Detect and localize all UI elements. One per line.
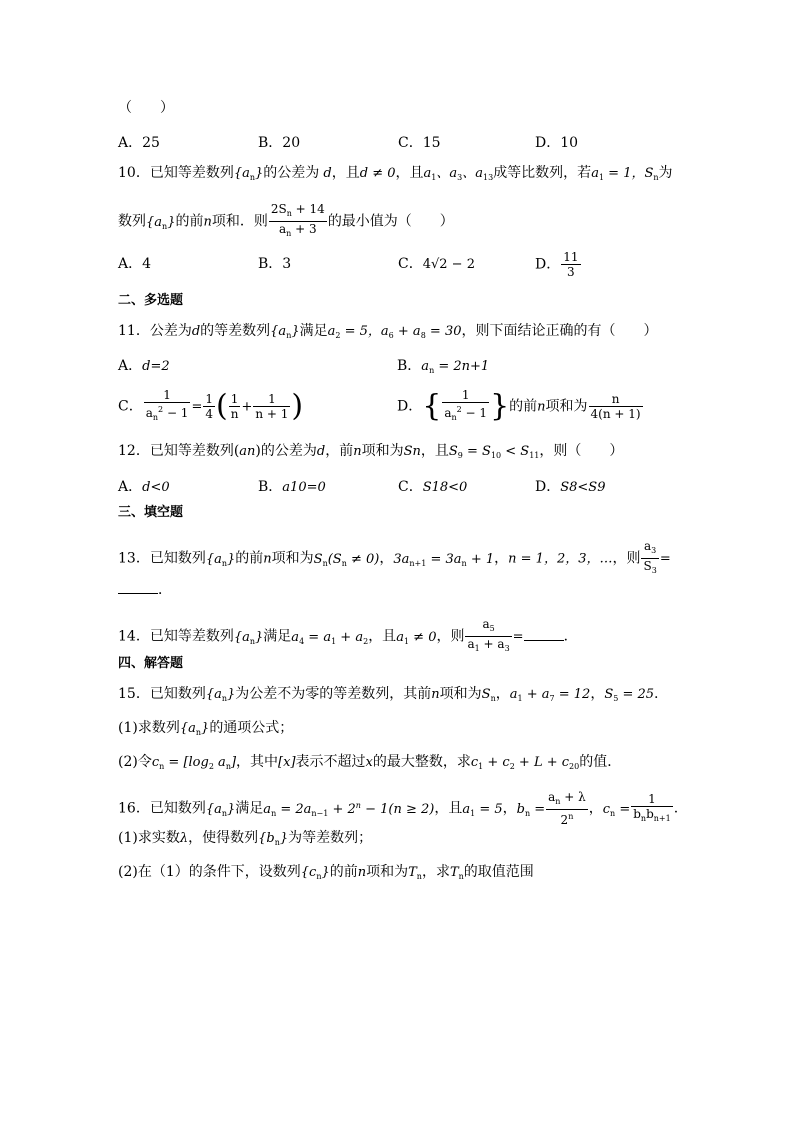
q9-option-a: A．25 (118, 135, 160, 151)
q13-stem: 13．已知数列$\{a_n\}$的前n项和为$S_n(S_n \ne 0)$，$3a_{n+1} = 3a_n + 1$，n = 1，2，3，…，则 $\frac{a_3}{S_3}$ = (118, 539, 671, 578)
q9-option-c: C．15 (398, 135, 441, 151)
q9-option-d: D．10 (535, 135, 579, 151)
q10-option-c: C．4√2 − 2 (398, 256, 475, 272)
q11-stem: 11．公差为d的等差数列$\{a_n\}$满足$a_2 = 5$，$a_6 + a_8 = 30$，则下面结论正确的有（ ） (118, 323, 658, 340)
q12-option-d: D．S8<S9 (535, 479, 606, 495)
q10-option-d: D． $\frac{11}{3}$ (535, 250, 579, 279)
q12-option-a: A．d<0 (118, 479, 170, 495)
q16-part2: (2)在（1）的条件下，设数列$\{c_n\}$的前n项和为$T_n$，求$T_n$的取值范围 (118, 864, 534, 881)
q11-option-a: A．d=2 (118, 358, 170, 374)
q9-answer-paren: （ ） (118, 100, 174, 116)
section-solutions: 四、解答题 (118, 656, 184, 671)
q15-stem: 15．已知数列$\{a_n\}$为公差不为零的等差数列，其前n项和为$S_n$，$a_1 + a_7 = 12$，$S_5 = 25$. (118, 686, 659, 703)
q9-option-b: B．20 (258, 135, 301, 151)
q14-stem: 14．已知等差数列$\{a_n\}$满足$a_4 = a_1 + a_2$，且$a_1 \ne 0$，则 $\frac{a_5}{a_1 + a_3}$ = ． (118, 617, 578, 656)
q14-answer-blank[interactable] (524, 628, 564, 641)
q11-option-b: B．$a_n = 2n+1$ (397, 358, 490, 375)
q11-option-c: C． $\frac{1}{a_n^2 - 1}$ = $\frac{1}{4}$ ( $\frac{1}{n}$ + $\frac{1}{n + 1}$ ) (118, 388, 304, 424)
q12-option-c: C．S18<0 (398, 479, 468, 495)
q11-option-d: D．{ $\frac{1}{a_n^2 - 1}$ }的前n项和为 $\frac{n}{4(n + 1)}$ (397, 388, 641, 424)
q12-stem: 12．已知等差数列(an)的公差为d，前n项和为Sn，且$S_9 = S_{10} < S_{11}$，则（ ） (118, 443, 624, 460)
section-multiple-choice: 二、多选题 (118, 293, 184, 308)
section-fill-in: 三、填空题 (118, 505, 184, 520)
q10-option-b: B．3 (258, 256, 292, 272)
q10-line2: 数列$\{a_n\}$的前n项和．则 $\frac{2S_n + 14}{a_n + 3}$ 的最小值为（ ） (118, 202, 454, 241)
q12-option-b: B．a10=0 (258, 479, 326, 495)
q16-part1: (1)求实数λ，使得数列$\{b_n\}$为等差数列； (118, 830, 373, 847)
q15-part2: (2)令$c_n = [\log_2$ $a_n$]，其中[x]表示不超过x的最大整数，求$c_1 + c_2 + L + c_{20}$的值． (118, 754, 622, 771)
q13-answer-blank[interactable]: ． (118, 580, 172, 600)
q16-stem: 16．已知数列$\{a_n\}$满足$a_n = 2a_{n-1} + 2^n - 1(n \ge 2)$，且$a_1 = 5$，$b_n$ = $\frac{a_n + \lambda}{2^n}$ ，$c_n$ = $\frac{1}{b_nb_{n+1}}$ . (118, 790, 679, 827)
q10-option-a: A．4 (118, 256, 152, 272)
q15-part1: (1)求数列$\{a_n\}$的通项公式； (118, 720, 294, 737)
q10-line1: 10．已知等差数列$\{a_n\}$的公差为 d，且d ≠ 0，且$a_1$、$a_3$、$a_{13}$成等比数列，若$a_1 = 1$，$S_n$为 (118, 165, 673, 182)
